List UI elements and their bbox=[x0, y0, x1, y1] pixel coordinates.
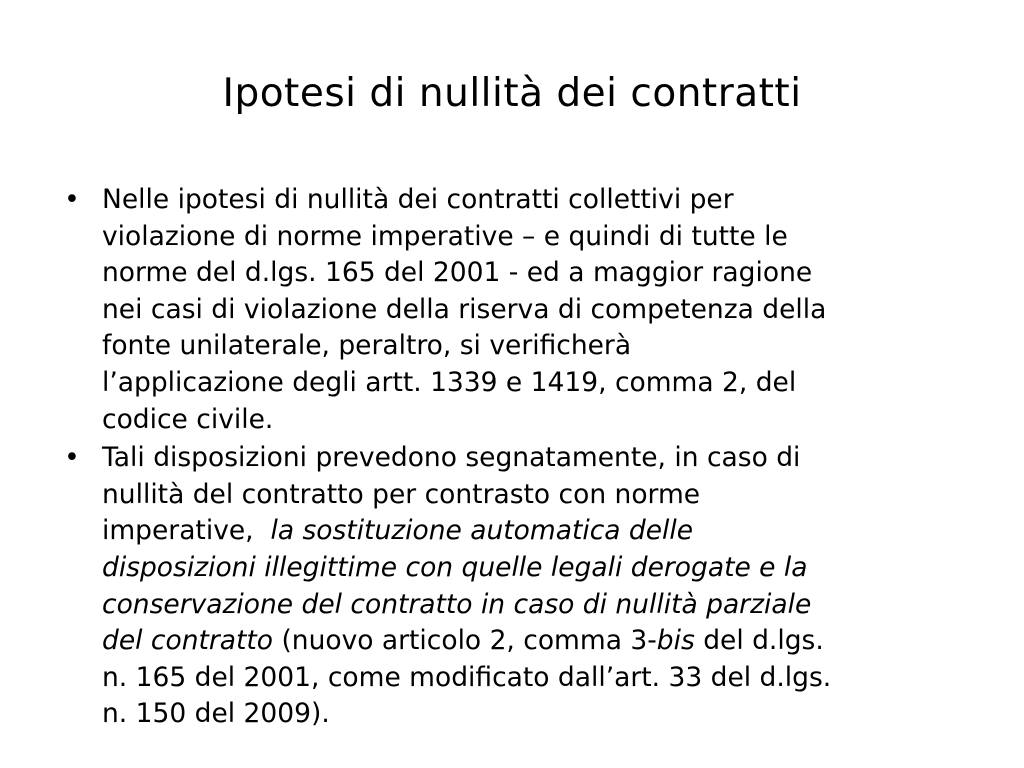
bullet-2-line-6c-italic: bis bbox=[656, 625, 695, 657]
bullet-1-line-7: codice civile. bbox=[102, 403, 274, 435]
bullet-2-line-6b: (nuovo articolo 2, comma 3- bbox=[273, 625, 657, 657]
bullet-1-line-5: fonte unilaterale, peraltro, si verificherà bbox=[102, 330, 632, 362]
bullet-2-line-8: n. 150 del 2009). bbox=[102, 698, 330, 730]
bullet-2-line-6a-italic: del contratto bbox=[102, 625, 274, 657]
bullet-1-line-2: violazione di norme imperative – e quindi di tutte le bbox=[102, 220, 788, 252]
bullet-1-line-6: l’applicazione degli artt. 1339 e 1419, comma 2, del bbox=[102, 366, 797, 398]
bullet-2-line-2: nullità del contratto per contrasto con norme bbox=[102, 478, 701, 510]
bullet-2-line-5-italic: conservazione del contratto in caso di nullità parziale bbox=[102, 588, 812, 620]
bullet-2-line-1: Tali disposizioni prevedono segnatamente, in caso di bbox=[102, 442, 801, 474]
bullet-item-1 bbox=[62, 182, 962, 438]
bullet-2-line-3b-italic: la sostituzione automatica delle bbox=[270, 515, 694, 547]
bullet-marker: • bbox=[64, 184, 80, 215]
bullet-2-line-3a: imperative, bbox=[102, 515, 271, 547]
bullet-2-line-6d: del d.lgs. bbox=[694, 625, 824, 657]
bullet-marker: • bbox=[64, 442, 80, 474]
bullet-1-line-1: Nelle ipotesi di nullità dei contratti collettivi per bbox=[102, 184, 734, 215]
bullet-item-2 bbox=[62, 440, 962, 733]
bullet-1-line-3: norme del d.lgs. 165 del 2001 - ed a maggior ragione bbox=[102, 257, 813, 289]
bullet-list bbox=[62, 182, 962, 735]
bullet-2-line-4-italic: disposizioni illegittime con quelle legali derogate e la bbox=[102, 551, 808, 583]
slide-title: Ipotesi di nullità dei contratti bbox=[222, 71, 802, 116]
bullet-1-line-4: nei casi di violazione della riserva di competenza della bbox=[102, 293, 827, 325]
bullet-2-line-7: n. 165 del 2001, come modificato dall’art. 33 del d.lgs. bbox=[102, 661, 832, 693]
